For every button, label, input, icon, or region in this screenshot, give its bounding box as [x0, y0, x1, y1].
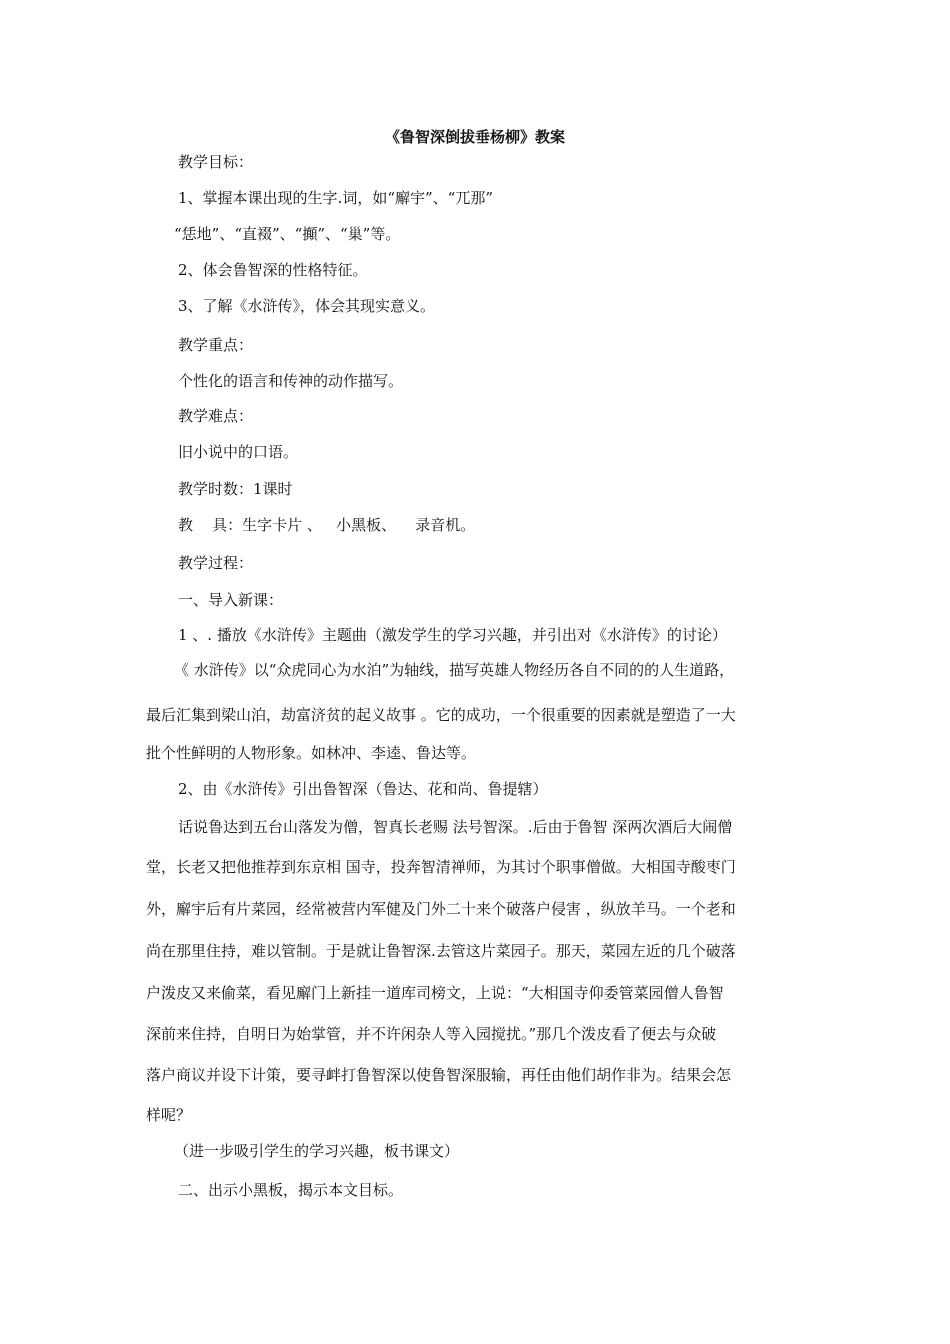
heading-teaching-process: 教学过程：	[178, 554, 254, 572]
paragraph-line: 话说鲁达到五台山落发为僧，智真长老赐 法号智深。.后由于鲁智 深两次酒后大闹僧	[178, 818, 733, 836]
heading-key-points: 教学重点：	[178, 336, 254, 354]
paragraph-line: 落户商议并设下计策，要寻衅打鲁智深以使鲁智深服输，再任由他们胡作非为。结果会怎	[146, 1066, 732, 1084]
goal-3: 3、了解《水浒传》，体会其现实意义。	[178, 297, 436, 315]
document-title: 《鲁智深倒拔垂杨柳》教案	[384, 128, 565, 146]
paragraph-line: 最后汇集到梁山泊，劫富济贫的起义故事 。它的成功，一个很重要的因素就是塑造了一大	[146, 706, 736, 724]
paragraph-line: 深前来住持，自明日为始掌管，并不许闲杂人等入园搅扰。”那几个泼皮看了便去与众破	[146, 1025, 717, 1043]
paragraph-line: 尚在那里住持，难以管制。于是就让鲁智深.去管这片菜园子。那天，菜园左近的几个破落	[146, 942, 736, 960]
step-2: 2、由《水浒传》引出鲁智深（鲁达、花和尚、鲁提辖）	[178, 780, 548, 798]
paragraph-line: 样呢？	[146, 1106, 192, 1124]
goal-2: 2、体会鲁智深的性格特征。	[178, 261, 368, 279]
section-1-heading: 一、导入新课：	[178, 591, 284, 609]
difficulties-text: 旧小说中的口语。	[178, 443, 299, 461]
teaching-hours: 教学时数：1课时	[178, 480, 293, 498]
heading-difficulties: 教学难点：	[178, 407, 254, 425]
paragraph-line: 外，廨宇后有片菜园，经常被营内军健及门外二十来个破落户侵害 ，纵放羊马。一个老和	[146, 900, 736, 918]
goal-1: 1、掌握本课出现的生字.词，如“廨宇”、“兀那”	[178, 189, 493, 207]
goal-1-continued: “恁地”、“直裰”、“攧”、“巢”等。	[174, 225, 401, 243]
paragraph-line: 《 水浒传》以“众虎同心为水泊”为轴线，描写英雄人物经历各自不同的的人生道路，	[174, 661, 735, 679]
section-2-heading: 二、出示小黑板，揭示本文目标。	[178, 1181, 404, 1199]
paragraph-line: 批个性鲜明的人物形象。如林冲、李逵、鲁达等。	[146, 744, 477, 762]
teaching-tools: 教 具：生字卡片 、 小黑板、 录音机。	[178, 516, 476, 534]
paragraph-line: 户泼皮又来偷菜，看见廨门上新挂一道库司榜文，上说：“大相国寺仰委管菜园僧人鲁智	[146, 984, 724, 1002]
step-1: 1 、. 播放《水浒传》主题曲（激发学生的学习兴趣，并引出对《水浒传》的讨论）	[178, 626, 727, 644]
key-points-text: 个性化的语言和传神的动作描写。	[178, 372, 404, 390]
heading-teaching-goals: 教学目标：	[178, 153, 254, 171]
paragraph-line: 堂，长老又把他推荐到东京相 国寺，投奔智清禅师，为其讨个职事僧做。大相国寺酸枣门	[146, 858, 736, 876]
note-text: （进一步吸引学生的学习兴趣，板书课文）	[174, 1142, 460, 1160]
